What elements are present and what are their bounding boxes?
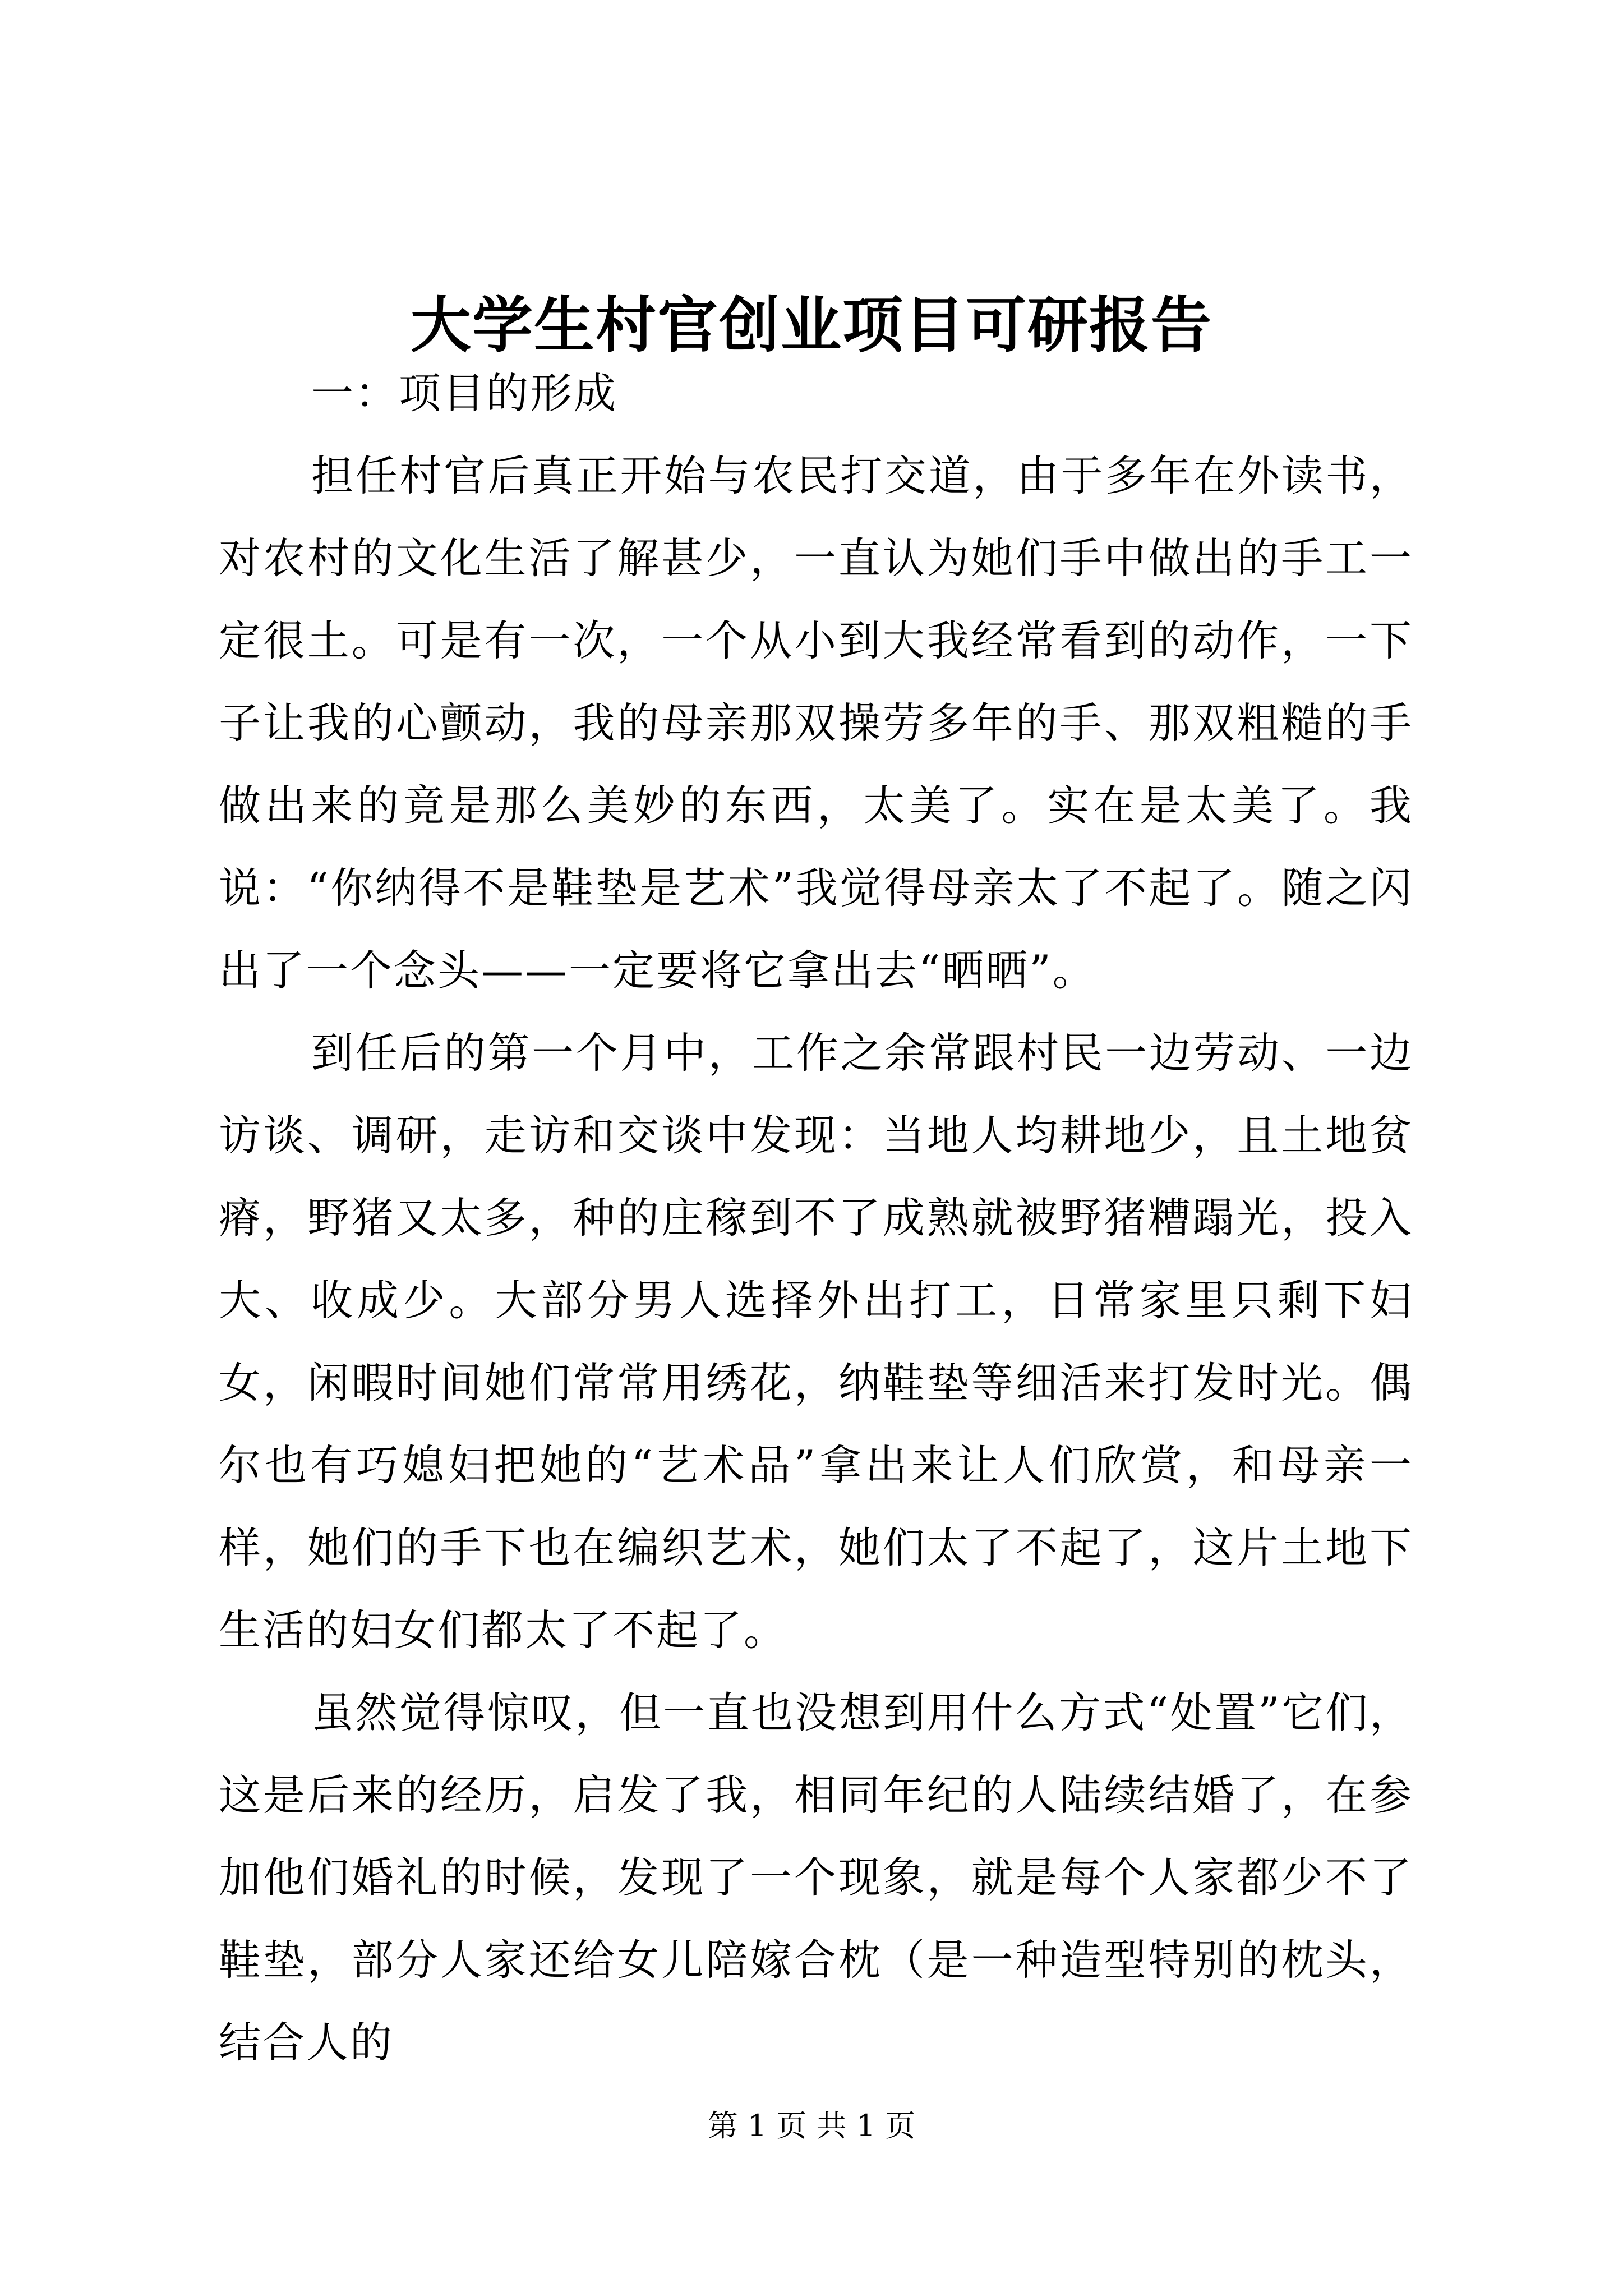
paragraph: 担任村官后真正开始与农民打交道，由于多年在外读书，对农村的文化生活了解甚少，一直认为她们手中做出的手工一定很土。可是有一次，一个从小到大我经常看到的动作，一下子让我的心颤动，我的母亲那双操劳多年的手、那双粗糙的手做出来的竟是那么美妙的东西，太美了。实在是太美了。我说：“你纳得不是鞋垫是艺术”我觉得母亲太了不起了。随之闪出了一个念头——一定要将它拿出去“晒晒”。 (219, 451, 1413, 995)
paragraph: 到任后的第一个月中，工作之余常跟村民一边劳动、一边访谈、调研，走访和交谈中发现：当地人均耕地少，且土地贫瘠，野猪又太多，种的庄稼到不了成熟就被野猪糟蹋光，投入大、收成少。大部分男人选择外出打工，日常家里只剩下妇女，闲暇时间她们常常用绣花，纳鞋垫等细活来打发时光。偶尔也有巧媳妇把她的“艺术品”拿出来让人们欣赏，和母亲一样，她们的手下也在编织艺术，她们太了不起了，这片土地下生活的妇女们都太了不起了。 (219, 1028, 1413, 1655)
document-body (219, 352, 1413, 2084)
paragraph: 虽然觉得惊叹，但一直也没想到用什么方式“处置”它们，这是后来的经历，启发了我，相同年纪的人陆续结婚了，在参加他们婚礼的时候，发现了一个现象，就是每个人家都少不了鞋垫，部分人家还给女儿陪嫁合枕（是一种造型特别的枕头，结合人的 (219, 1688, 1413, 2067)
section-heading: 一：项目的形成 (311, 369, 618, 418)
page-footer: 第 1 页 共 1 页 (707, 2108, 916, 2143)
document-title: 大学生村官创业项目可研报告 (410, 290, 1212, 361)
